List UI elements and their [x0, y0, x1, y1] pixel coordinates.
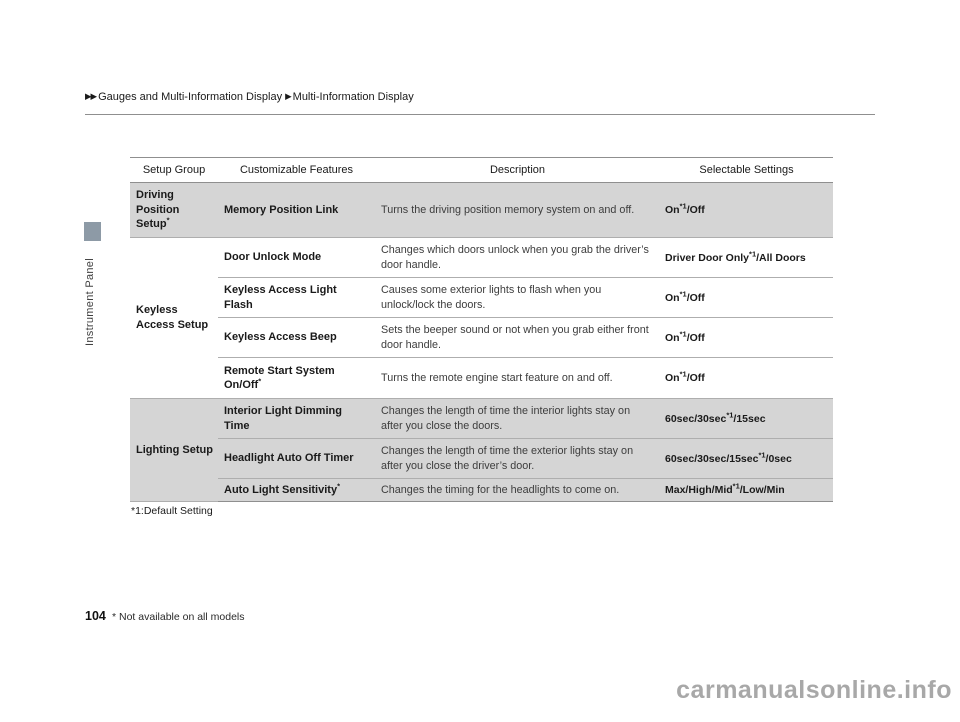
- table-header-row: [130, 158, 833, 183]
- default-marker: *1: [758, 450, 766, 459]
- description-cell: Turns the driving position memory system on and off.: [375, 183, 660, 238]
- settings-text: /Off: [686, 291, 705, 304]
- setup-group-name: Driving Position Setup: [136, 188, 180, 231]
- double-arrow-icon: ▶▶: [85, 91, 97, 101]
- settings-cell: [660, 439, 833, 479]
- col-header-customizable-features: Customizable Features: [218, 158, 375, 183]
- col-header-setup-group: Setup Group: [130, 158, 218, 183]
- settings-text: /0sec: [765, 452, 792, 465]
- default-marker: *1: [679, 289, 687, 298]
- feature-cell: [218, 358, 375, 399]
- settings-text: /Off: [686, 372, 705, 384]
- settings-cell: [660, 238, 833, 278]
- settings-cell: [660, 358, 833, 399]
- default-marker: *1: [732, 481, 740, 491]
- breadcrumb: [85, 91, 414, 103]
- default-marker: *1: [679, 369, 687, 379]
- setup-group-cell: [130, 399, 218, 502]
- description-cell: Sets the beeper sound or not when you grab either front door handle.: [375, 318, 660, 358]
- feature-cell: [218, 278, 375, 318]
- settings-cell: [660, 278, 833, 318]
- description-cell: Changes the length of time the exterior lights stay on after you close the driver’s door.: [375, 439, 660, 479]
- feature-name: Interior Light Dimming Time: [224, 405, 342, 432]
- default-marker: *1: [679, 201, 687, 211]
- col-header-selectable-settings: Selectable Settings: [660, 158, 833, 183]
- description-cell: Causes some exterior lights to flash when you unlock/lock the doors.: [375, 278, 660, 318]
- feature-name: Keyless Access Light Flash: [224, 284, 337, 311]
- table-row: [130, 399, 833, 439]
- settings-text: /Off: [686, 331, 705, 344]
- table-row: [130, 358, 833, 399]
- description-cell: Turns the remote engine start feature on and off.: [375, 358, 660, 399]
- feature-cell: [218, 318, 375, 358]
- feature-name: Keyless Access Beep: [224, 331, 337, 344]
- feature-cell: [218, 479, 375, 502]
- feature-cell: [218, 183, 375, 238]
- feature-name: Door Unlock Mode: [224, 251, 322, 264]
- setup-group-name: Lighting Setup: [136, 443, 213, 456]
- feature-name: Memory Position Link: [224, 203, 339, 216]
- description-cell: Changes which doors unlock when you grab the driver’s door handle.: [375, 238, 660, 278]
- settings-text: 60sec/30sec: [665, 412, 727, 425]
- settings-text: 60sec/30sec/15sec: [665, 452, 759, 465]
- settings-text: /Low/Min: [739, 484, 785, 497]
- table-row: [130, 439, 833, 479]
- settings-cell: [660, 399, 833, 439]
- table-row: [130, 479, 833, 502]
- table-row: [130, 278, 833, 318]
- feature-name: Remote Start System On/Off: [224, 364, 335, 391]
- settings-text: On: [665, 204, 680, 216]
- settings-cell: [660, 183, 833, 238]
- watermark: carmanualsonline.info: [676, 676, 952, 704]
- feature-name: Headlight Auto Off Timer: [224, 452, 354, 465]
- settings-cell: [660, 318, 833, 358]
- feature-cell: [218, 238, 375, 278]
- table-row: [130, 183, 833, 238]
- table-row: [130, 318, 833, 358]
- feature-cell: [218, 439, 375, 479]
- footnote-marker: *: [258, 376, 262, 386]
- footnote-marker: *: [166, 215, 170, 225]
- arrow-icon: ▶: [285, 91, 291, 101]
- settings-table: [130, 157, 833, 502]
- setup-group-name: Keyless Access Setup: [136, 304, 209, 331]
- breadcrumb-section: Gauges and Multi-Information Display: [98, 91, 283, 103]
- description-cell: Changes the timing for the headlights to come on.: [375, 479, 660, 502]
- setup-group-cell: [130, 238, 218, 399]
- chapter-tab: [84, 222, 101, 241]
- feature-cell: [218, 399, 375, 439]
- settings-text: Driver Door Only: [665, 251, 750, 264]
- settings-text: On: [665, 331, 680, 344]
- footnote-marker: *: [337, 481, 340, 491]
- settings-text: Max/High/Mid: [665, 484, 733, 497]
- settings-text: /Off: [686, 204, 705, 216]
- settings-cell: [660, 479, 833, 502]
- settings-text: /15sec: [733, 412, 766, 425]
- default-marker: *1: [679, 329, 687, 338]
- settings-text: /All Doors: [756, 251, 806, 264]
- chapter-label: Instrument Panel: [84, 258, 96, 346]
- availability-footnote: * Not available on all models: [112, 611, 245, 623]
- header-divider: [85, 114, 875, 115]
- settings-text: On: [665, 291, 680, 304]
- page-number: 104: [85, 609, 106, 623]
- description-cell: Changes the length of time the interior lights stay on after you close the doors.: [375, 399, 660, 439]
- default-setting-footnote: *1:Default Setting: [131, 505, 213, 517]
- breadcrumb-subsection: Multi-Information Display: [292, 91, 414, 103]
- col-header-description: Description: [375, 158, 660, 183]
- settings-text: On: [665, 372, 680, 384]
- setup-group-cell: [130, 183, 218, 238]
- table-row: [130, 238, 833, 278]
- default-marker: *1: [726, 410, 734, 419]
- feature-name: Auto Light Sensitivity: [224, 484, 338, 496]
- default-marker: *1: [749, 249, 757, 258]
